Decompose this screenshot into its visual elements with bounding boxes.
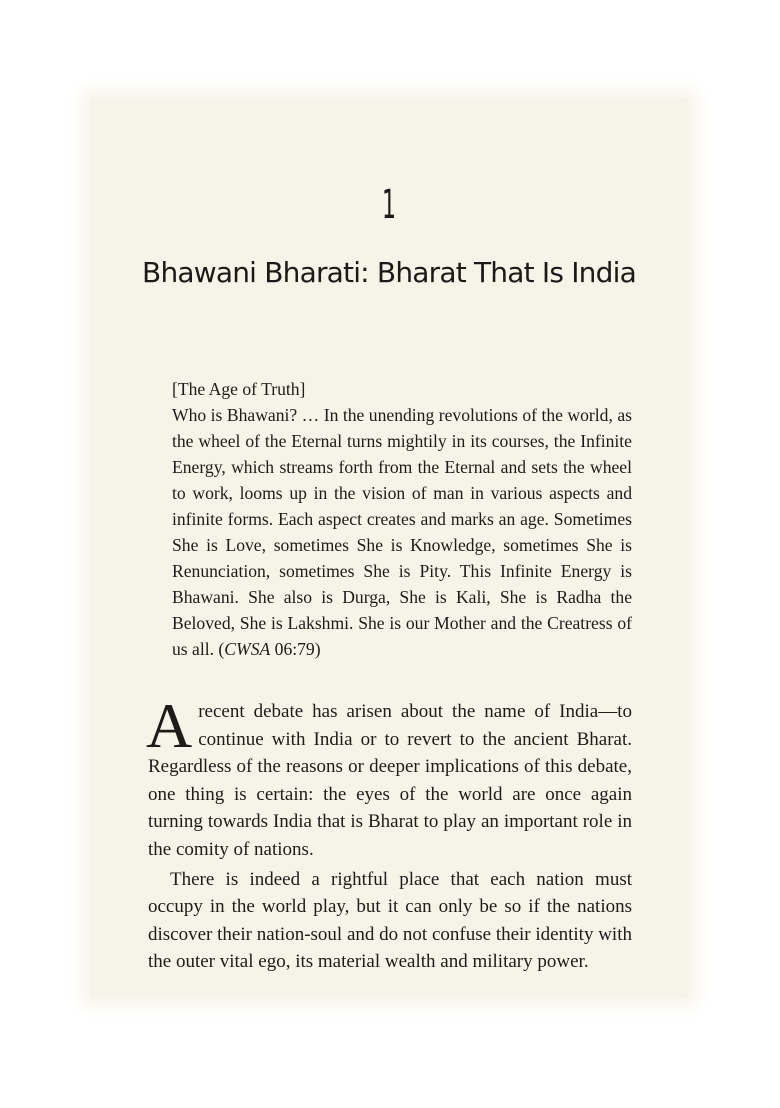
citation-title: CWSA [224,639,271,659]
chapter-title: Bhawani Bharati: Bharat That Is India [142,256,636,289]
citation-ref: 06:79 [274,639,315,659]
epigraph-label: [The Age of Truth] [172,379,306,399]
drop-cap: A [146,690,193,761]
paragraph-1-text: recent debate has arisen about the name of India—to continue with India or to revert to the ancient Bharat. Regardless of the reasons or deeper implications of this debate, one thing is certain: the eyes of the world are once again turning towards India that is Bharat to play an important role in the comity of nations. [148,701,632,860]
paragraph-2: There is indeed a rightful place that each nation must occupy in the world play, but it can only be so if the nations discover their nation-soul and do not confuse their identity with the outer vital ego, its material wealth and military power. [148,868,632,973]
body-text [146,690,632,976]
epigraph-quote: [The Age of Truth] Who is Bhawani? … In the unending revolutions of the world, as the wheel of the Eternal turns mightily in its courses, the Infinite Energy, which streams forth from the Eternal and sets the wheel to work, looms up in the vision of man in various aspects and infinite forms. Each aspect creates and marks an age. Sometimes She is Love, sometimes She is Knowledge, sometimes She is Renunciation, sometimes She is Pity. This Infinite Energy is Bhawani. She also is Durga, She is Kali, She is Radha the Beloved, She is Lakshmi. She is our Mother and the Creatress of us all. (CWSA 06:79) [172,376,632,662]
epigraph-text: Who is Bhawani? … In the unending revolutions of the world, as the wheel of the Eternal turns mightily in its courses, the Infinite Energy, which streams forth from the Eternal and sets the wheel to work, looms up in the vision of man in various aspects and infinite forms. Each aspect creates and marks an age. Sometimes She is Love, sometimes She is Knowledge, sometimes She is Renunciation, sometimes She is Pity. This Infinite Energy is Bhawani. She also is Durga, She is Kali, She is Radha the Beloved, She is Lakshmi. She is our Mother and the Creatress of us all. [172,405,632,659]
book-page [90,98,688,998]
chapter-number: 1 [381,182,396,228]
paragraph-1 [146,690,632,864]
